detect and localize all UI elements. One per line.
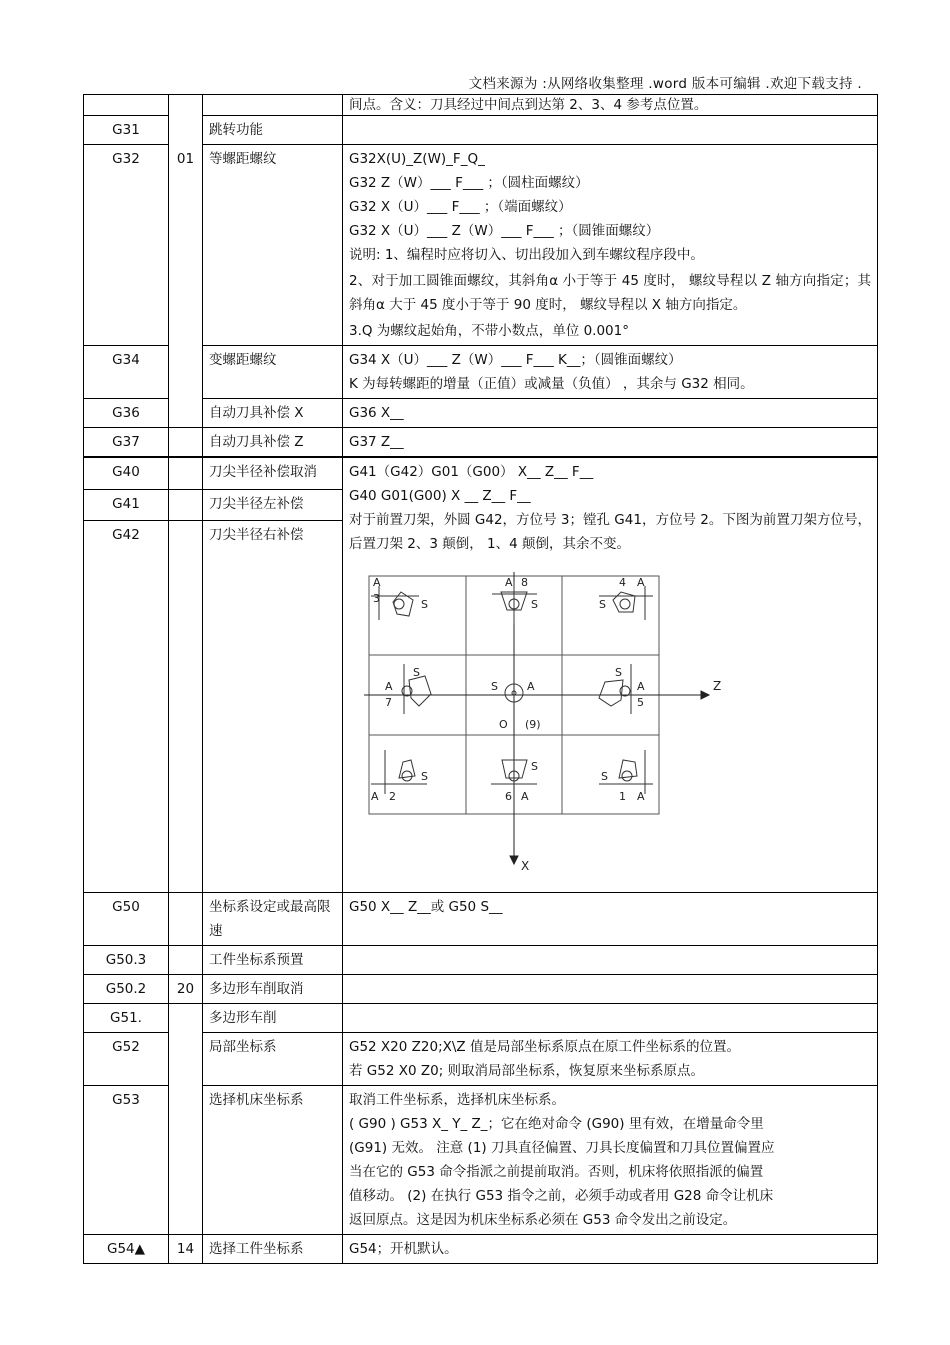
desc-cell	[343, 1004, 878, 1033]
table-row	[84, 1004, 878, 1033]
label-a: A	[637, 576, 645, 589]
desc-line: G36 X__	[349, 405, 404, 421]
label-5: 5	[637, 696, 644, 709]
code-cell: G52	[84, 1033, 169, 1086]
x-axis-arrow	[510, 856, 518, 864]
desc-line: G41（G42）G01（G00） X__ Z__ F__	[349, 464, 594, 480]
name-cell: 等螺距螺纹	[203, 145, 343, 346]
desc-line: (G91) 无效。 注意 (1) 刀具直径偏置、刀具长度偏置和刀具位置偏置应	[349, 1140, 775, 1156]
code-cell: G51.	[84, 1004, 169, 1033]
desc-line: 对于前置刀架，外圆 G42，方位号 3；镗孔 G41，方位号 2。下图为前置刀架方位号，后置刀架 2、3 颠倒， 1、4 颠倒，其余不变。	[349, 512, 871, 552]
axis-x-label: X	[521, 859, 530, 873]
group-cell: 01	[169, 95, 203, 428]
desc-line: 若 G52 X0 Z0; 则取消局部坐标系，恢复原来坐标系原点。	[349, 1063, 705, 1079]
code-cell: G32	[84, 145, 169, 346]
label-a: A	[637, 790, 645, 803]
name-cell: 自动刀具补偿 Z	[203, 428, 343, 458]
header-text: 文档来源为 :从网络收集整理 .word 版本可编辑 .欢迎下载支持 .	[468, 76, 862, 92]
table-row	[84, 399, 878, 428]
code-cell: G36	[84, 399, 169, 428]
desc-cell	[343, 399, 878, 428]
tool-tip-2	[371, 750, 427, 794]
name-cell: 选择工件坐标系	[203, 1235, 343, 1264]
group-cell: 14	[169, 1235, 203, 1264]
name-cell: 跳转功能	[203, 116, 343, 145]
desc-line: G52 X20 Z20;X\Z 值是局部坐标系原点在原工件坐标系的位置。	[349, 1039, 740, 1055]
label-3: 3	[373, 592, 380, 605]
gcode-table	[83, 94, 878, 1264]
z-axis-arrow	[701, 691, 709, 699]
desc-cell	[343, 1086, 878, 1235]
label-s: S	[491, 680, 498, 693]
code-cell: G37	[84, 428, 169, 458]
desc-cell	[343, 457, 878, 893]
desc-cell	[343, 116, 878, 145]
desc-cell	[343, 1033, 878, 1086]
code-cell: G53	[84, 1086, 169, 1235]
desc-cell	[343, 893, 878, 946]
label-a: A	[505, 576, 513, 589]
tool-tip-4	[599, 586, 653, 620]
name-cell: 坐标系设定或最高限速	[203, 893, 343, 946]
label-a: A	[371, 790, 379, 803]
label-8: 8	[521, 576, 528, 589]
code-cell: G31	[84, 116, 169, 145]
desc-line: G32X(U)_Z(W)_F_Q_	[349, 151, 485, 167]
desc-line: 当在它的 G53 命令指派之前提前取消。否则，机床将依照指派的偏置	[349, 1164, 764, 1180]
label-1: 1	[619, 790, 626, 803]
code-cell	[84, 95, 169, 116]
table-row	[84, 893, 878, 946]
code-cell: G50	[84, 893, 169, 946]
label-a: A	[521, 790, 529, 803]
tool-tips	[371, 582, 653, 794]
code-cell: G42	[84, 521, 169, 893]
group-cell	[169, 428, 203, 458]
group-cell	[169, 457, 203, 489]
name-cell: 选择机床坐标系	[203, 1086, 343, 1235]
desc-line: G34 X（U）___ Z（W）___ F___ K__；（圆锥面螺纹）	[349, 352, 682, 368]
group-cell: 20	[169, 975, 203, 1004]
desc-cell	[343, 975, 878, 1004]
label-s: S	[599, 598, 606, 611]
desc-line: K 为每转螺距的增量（正值）或减量（负值） ，其余与 G32 相同。	[349, 376, 754, 392]
label-origin: O	[499, 718, 508, 731]
code-cell: G50.3	[84, 946, 169, 975]
desc-line: G32 X（U）___ Z（W）___ F___ ；（圆锥面螺纹）	[349, 223, 660, 239]
group-cell	[169, 946, 203, 975]
name-cell: 变螺距螺纹	[203, 346, 343, 399]
desc-cell	[343, 145, 878, 346]
desc-line: 说明: 1、编程时应将切入、切出段加入到车螺纹程序段中。	[349, 247, 704, 263]
desc-line: 间点。含义：刀具经过中间点到达第 2、3、4 参考点位置。	[349, 97, 708, 113]
desc-line: 值移动。 (2) 在执行 G53 指令之前，必须手动或者用 G28 命令让机床	[349, 1188, 774, 1204]
table-row	[84, 457, 878, 489]
table-row	[84, 1086, 878, 1235]
desc-line: G50 X__ Z__或 G50 S__	[349, 899, 503, 915]
label-s: S	[531, 598, 538, 611]
name-cell: 多边形车削取消	[203, 975, 343, 1004]
code-cell: G50.2	[84, 975, 169, 1004]
table-row	[84, 1033, 878, 1086]
tool-nose-diagram-svg	[349, 564, 729, 876]
table-row	[84, 428, 878, 458]
label-s: S	[421, 598, 428, 611]
group-cell	[169, 1004, 203, 1235]
table-row	[84, 145, 878, 346]
table-row	[84, 95, 878, 116]
desc-line: ( G90 ) G53 X_ Y_ Z_；它在绝对命令 (G90) 里有效，在增量命令里	[349, 1116, 764, 1132]
group-cell	[169, 521, 203, 893]
axis-z-label: Z	[713, 679, 722, 693]
table-row	[84, 116, 878, 145]
label-7: 7	[385, 696, 392, 709]
label-a: A	[385, 680, 393, 693]
desc-line: 返回原点。这是因为机床坐标系必须在 G53 命令发出之前设定。	[349, 1212, 737, 1228]
code-cell: G34	[84, 346, 169, 399]
label-a: A	[373, 576, 381, 589]
tool-nose-direction-diagram	[349, 564, 871, 884]
desc-line: G32 Z（W）___ F___ ；（圆柱面螺纹）	[349, 175, 589, 191]
desc-cell	[343, 95, 878, 116]
label-s: S	[615, 666, 622, 679]
desc-line: 3.Q 为螺纹起始角，不带小数点，单位 0.001°	[349, 323, 629, 339]
desc-line: G32 X（U）___ F___ ；（端面螺纹）	[349, 199, 572, 215]
group-cell	[169, 893, 203, 946]
name-cell: 多边形车削	[203, 1004, 343, 1033]
label-6: 6	[505, 790, 512, 803]
desc-line: G37 Z__	[349, 434, 404, 450]
group-cell	[169, 489, 203, 520]
label-a: A	[637, 680, 645, 693]
table-row	[84, 946, 878, 975]
name-cell: 工件坐标系预置	[203, 946, 343, 975]
desc-cell	[343, 428, 878, 458]
table-row	[84, 975, 878, 1004]
desc-cell	[343, 1235, 878, 1264]
label-a: A	[527, 680, 535, 693]
label-4: 4	[619, 576, 626, 589]
name-cell: 刀尖半径右补偿	[203, 521, 343, 893]
desc-line: G54；开机默认。	[349, 1241, 458, 1257]
code-cell: G41	[84, 489, 169, 520]
table-row	[84, 1235, 878, 1264]
desc-cell	[343, 346, 878, 399]
diagram-labels	[371, 576, 721, 873]
name-cell: 自动刀具补偿 X	[203, 399, 343, 428]
label-s: S	[531, 760, 538, 773]
table-row	[84, 346, 878, 399]
desc-cell	[343, 946, 878, 975]
code-cell: G54▲	[84, 1235, 169, 1264]
name-cell: 刀尖半径补偿取消	[203, 457, 343, 489]
desc-line: 取消工件坐标系，选择机床坐标系。	[349, 1092, 565, 1108]
label-2: 2	[389, 790, 396, 803]
label-s: S	[601, 770, 608, 783]
label-s: S	[421, 770, 428, 783]
label-s: S	[413, 666, 420, 679]
code-cell: G40	[84, 457, 169, 489]
desc-line: G40 G01(G00) X __ Z__ F__	[349, 488, 531, 504]
name-cell: 刀尖半径左补偿	[203, 489, 343, 520]
label-9: (9)	[525, 718, 541, 731]
desc-line: 2、对于加工圆锥面螺纹，其斜角α 小于等于 45 度时， 螺纹导程以 Z 轴方向指定；其斜角α 大于 45 度小于等于 90 度时， 螺纹导程以 X 轴方向指定。	[349, 273, 871, 313]
name-cell	[203, 95, 343, 116]
name-cell: 局部坐标系	[203, 1033, 343, 1086]
